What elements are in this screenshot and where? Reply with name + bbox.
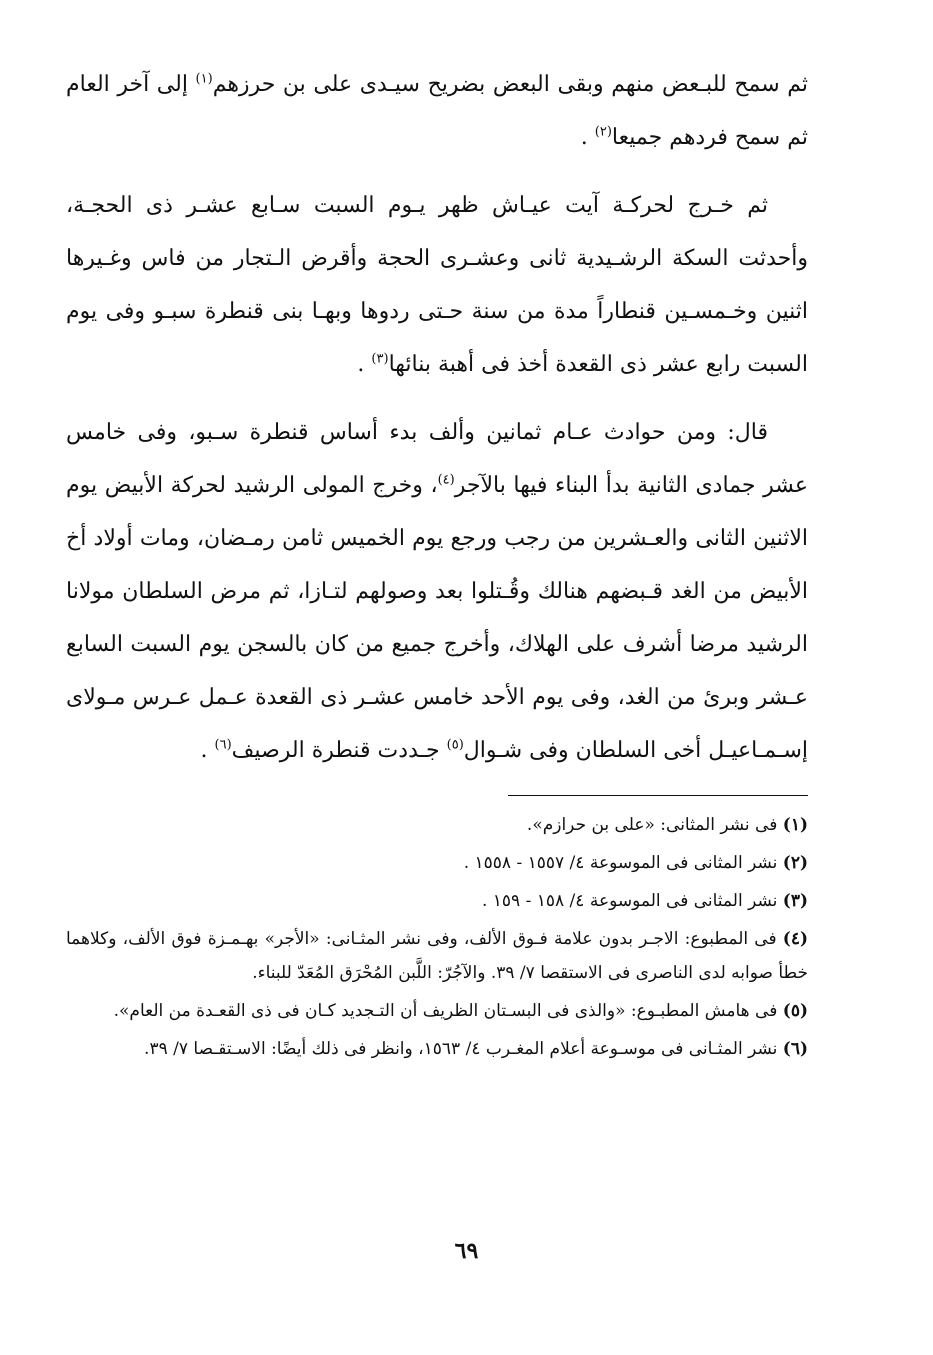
paragraph-1 [66,58,808,164]
footnote-number: (٢) [782,853,808,873]
footnote-ref-1: (١) [195,71,213,87]
footnote-4 [66,922,808,990]
footnote-text: فى هامش المطبـوع: «والذى فى البسـتان الظريف أن التـجديد كـان فى ذى القعـدة من العام». [113,1001,778,1021]
footnote-6 [66,1032,808,1066]
page-number: ٦٩ [454,1238,479,1264]
footnote-text: فى المطبوع: الاجـر بدون علامة فـوق الألف، وفى نشر المثـانى: «الأجر» بهـمـزة فوق الألف، وكلاهما خطأ صوابه لدى الناصرى فى الاستقصا ٧/ ٣٩. والآجُرّ: اللَّبن المُحْرَق المُعَدّ للبناء. [66,929,808,983]
footnote-number: (٣) [782,891,808,911]
footnote-5 [66,994,808,1028]
paragraph-text: . [580,125,595,150]
footnote-number: (١) [782,815,808,835]
footnote-number: (٤) [782,929,808,949]
footnote-text: نشر المثـانى فى موسـوعة أعلام المغـرب ٤/ ١٥٦٣، وانظر فى ذلك أيضًا: الاسـتقـصا ٧/ ٣٩. [144,1039,778,1059]
paragraph-text: إلى آخر العام ثم سمح فردهم جميعا [66,72,808,150]
paragraph-2 [66,179,808,391]
footnote-ref-6: (٦) [214,737,232,753]
footnote-divider [508,795,808,796]
footnote-ref-4: (٤) [437,472,455,488]
paragraph-text: . [357,352,372,377]
footnote-3 [66,884,808,918]
footnote-ref-5: (٥) [446,737,464,753]
footnote-text: نشر المثانى فى الموسوعة ٤/ ١٥٨ - ١٥٩ . [481,891,778,911]
footnote-ref-3: (٣) [371,351,389,367]
footnote-text: فى نشر المثانى: «على بن حرازم». [526,815,778,835]
paragraph-text: ثم خـرج لحركـة آيت عيـاش ظهر يـوم السبت سـابع عشـر ذى الحجـة، وأحدثت السكة الرشـيدية ثانى وعشـرى الحجة وأقرض الـتجار من فاس وغـيرها اثنين وخـمسـين قنطاراً مدة من سنة حـتى ردوها وبهـا بنى قنطرة سبـو وفى يوم السبت رابع عشر ذى القعدة أخذ فى أهبة بنائها [66,193,808,377]
main-text [66,58,808,792]
footnote-ref-2: (٢) [594,124,612,140]
paragraph-text: جـددت قنطرة الرصيف [231,738,447,763]
footnote-number: (٦) [782,1039,808,1059]
footnote-number: (٥) [782,1001,808,1021]
paragraph-text: قال: ومن حوادث عـام ثمانين وألف بدء أساس قنطرة سـبو، وفى خامس عشر جمادى الثانية بدأ البناء فيها بالآجر [66,420,808,498]
paragraph-text: . [200,738,215,763]
footnote-2 [66,846,808,880]
paragraph-3 [66,406,808,777]
footnote-1 [66,808,808,842]
footnotes [66,808,808,1070]
paragraph-text: ، وخرج المولى الرشيد لحركة الأبيض يوم الاثنين الثانى والعـشرين من رجب ورجع يوم الخميس ثامن رمـضان، ومات أولاد أخ الأبيض من الغد قـبضهم هنالك وقُـتلوا بعد وصولهم لتـازا، ثم مرض السلطان مولانا الرشيد مرضا أشرف على الهلاك، وأخرج جميع من كان بالسجن يوم السبت السابع عـشر وبرئ من الغد، وفى يوم الأحد خامس عشـر ذى القعدة عـمل عـرس مـولاى إسـمـاعيـل أخى السلطان وفى شـوال [66,473,808,763]
footnote-text: نشر المثانى فى الموسوعة ٤/ ١٥٥٧ - ١٥٥٨ . [463,853,778,873]
paragraph-text: ثم سمح للبـعض منهم وبقى البعض بضريح سيـدى على بن حرزهم [212,72,808,97]
